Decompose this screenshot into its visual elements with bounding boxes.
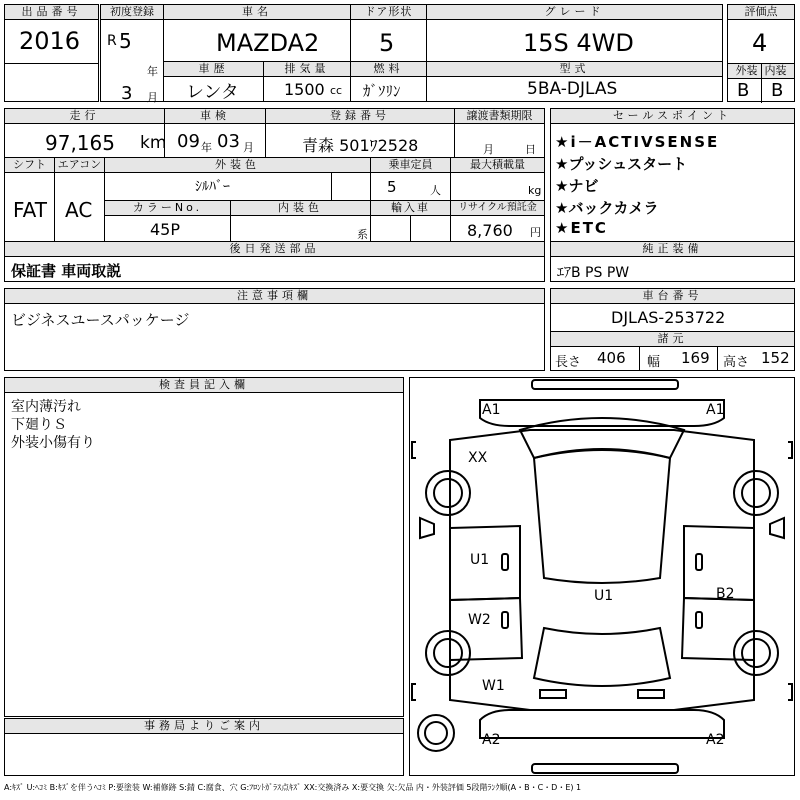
capacity-label: 乗車定員 (371, 158, 451, 173)
fuel-box (350, 61, 427, 102)
equip-label: 純正装備 (551, 242, 794, 257)
mark-rear-left: A2 (482, 732, 501, 748)
sales-point: ★バックカメラ (555, 199, 659, 217)
sales-point: ★i－ACTIVSENSE (555, 133, 720, 151)
int-color-label: 内装色 (231, 201, 371, 216)
inspection-year-unit: 年 (201, 141, 212, 154)
mark-right-rear: B2 (716, 586, 735, 602)
docs-label: 後日発送部品 (5, 242, 544, 257)
inspector-line: 室内薄汚れ (11, 399, 81, 415)
capacity-unit: 人 (430, 184, 441, 197)
car-name: MAZDA2 (216, 29, 320, 57)
length-label: 長さ (555, 355, 582, 370)
mileage-label: 走行 (5, 109, 164, 124)
recycle-label: リサイクル預託金 (451, 201, 544, 216)
displacement-value: 1500 (284, 80, 325, 99)
chassis-value: DJLAS-253722 (611, 308, 726, 327)
inspection-label: 車検 (165, 109, 265, 124)
door-value: 5 (379, 29, 395, 57)
ac-label: エアコン (55, 158, 105, 173)
docs-box (4, 241, 545, 282)
shift-value: FAT (13, 198, 48, 222)
exterior-score: B (737, 80, 750, 101)
spec-block (4, 157, 545, 242)
displacement-unit: cc (330, 84, 343, 97)
first-registration-box (100, 4, 164, 102)
mark-front-right: A1 (706, 402, 725, 418)
transfer-box (454, 108, 545, 158)
door-label: ドア形状 (351, 5, 426, 20)
history-box (163, 61, 264, 102)
first-reg-label: 初度登録 (101, 5, 163, 20)
interior-label: 内装 (764, 64, 787, 77)
inspector-line: 外装小傷有り (11, 435, 95, 451)
lot-label: 出品番号 (5, 5, 98, 20)
inspection-month-unit: 月 (243, 141, 254, 154)
model-label: 型式 (427, 62, 722, 77)
inspection-year: 09 (177, 131, 200, 152)
width-value: 169 (681, 349, 710, 367)
mileage-value: 97,165 (45, 131, 115, 155)
mileage-unit: km (140, 133, 167, 153)
transfer-month-unit: 月 (483, 143, 494, 156)
car-name-box (163, 4, 351, 62)
ac-value: AC (65, 198, 93, 222)
history-label: 車歴 (164, 62, 263, 77)
month-unit: 月 (147, 91, 158, 104)
score-box (727, 4, 795, 102)
mileage-box (4, 108, 165, 158)
int-color-unit: 系 (357, 228, 368, 241)
exterior-label: 外装 (735, 64, 758, 77)
inspector-label: 検査員記入欄 (5, 378, 403, 393)
score-value: 4 (752, 29, 768, 57)
displacement-label: 排気量 (264, 62, 350, 77)
load-label: 最大積載量 (451, 158, 544, 173)
ext-color-value: ｼﾙﾊﾞｰ (195, 179, 230, 195)
fuel-label: 燃料 (351, 62, 426, 77)
plate-box (265, 108, 455, 158)
recycle-value: 8,760 (467, 221, 513, 240)
plate-value: 青森 501ﾜ2528 (302, 136, 419, 155)
sales-point: ★プッシュスタート (555, 155, 688, 173)
height-label: 高さ (723, 355, 750, 370)
color-no-label: カラーNo. (105, 201, 231, 216)
sales-point: ★ナビ (555, 177, 599, 195)
grade-box (426, 4, 723, 62)
mark-left-rear-door: W2 (468, 612, 491, 628)
chassis-box (550, 288, 795, 371)
load-unit: kg (528, 184, 542, 197)
plate-label: 登録番号 (266, 109, 454, 124)
mark-rear-right: A2 (706, 732, 725, 748)
color-no-value: 45P (150, 220, 181, 239)
mark-left-front-door: U1 (470, 552, 490, 568)
era: R (107, 33, 117, 49)
inspector-box (4, 377, 404, 717)
mark-left-rear-fender: W1 (482, 678, 505, 694)
chassis-label: 車台番号 (551, 289, 794, 304)
lot-number: 2016 (19, 27, 81, 55)
grade-label: グレード (427, 5, 722, 20)
notes-label: 注意事項欄 (5, 289, 544, 304)
mark-roof: U1 (594, 588, 614, 604)
mark-front-left: A1 (482, 402, 501, 418)
ext-color-label: 外装色 (105, 158, 371, 173)
history-value: レンタ (186, 82, 239, 103)
notes-box (4, 288, 545, 371)
recycle-unit: 円 (530, 226, 541, 239)
sales-points-box (550, 108, 795, 242)
office-box (4, 718, 404, 776)
docs-value: 保証書 車両取説 (11, 262, 122, 280)
displacement-box (263, 61, 351, 102)
model-value: 5BA-DJLAS (527, 79, 618, 99)
dims-label: 諸元 (551, 331, 794, 347)
capacity-value: 5 (387, 178, 397, 196)
year-unit: 年 (147, 65, 158, 78)
score-label: 評価点 (728, 5, 794, 20)
inspection-box (164, 108, 266, 158)
inspector-line: 下廻りＳ (11, 417, 67, 433)
first-reg-month: 3 (121, 83, 133, 104)
equip-value: ｴｱB PS PW (557, 265, 630, 281)
car-outline-svg (410, 378, 794, 775)
import-label: 輸入車 (371, 201, 451, 216)
inspection-month: 03 (217, 131, 240, 152)
height-value: 152 (761, 349, 790, 367)
car-name-label: 車名 (164, 5, 350, 20)
transfer-day-unit: 日 (525, 143, 536, 156)
shift-label: シフト (5, 158, 55, 173)
office-label: 事務局よりご案内 (5, 719, 403, 734)
fuel-value: ｶﾞｿﾘﾝ (363, 82, 401, 100)
width-label: 幅 (647, 355, 661, 370)
interior-score: B (771, 80, 784, 101)
door-box (350, 4, 427, 62)
model-box (426, 61, 723, 102)
transfer-label: 譲渡書類期限 (455, 109, 544, 124)
length-value: 406 (597, 349, 626, 367)
equip-box (550, 241, 795, 282)
footer-legend: A:ｷｽﾞ U:ﾍｺﾐ B:ｷｽﾞを伴うﾍｺﾐ P:要塗装 W:補修跡 S:錆 C:腐食、穴 G:ﾌﾛﾝﾄｶﾞﾗｽ点ｷｽﾞ XX:交換済み X:要交換 欠:欠品 内・外装評価 5段階ﾗﾝｸ順(A・B・C・D・E) 1 (4, 783, 582, 792)
car-diagram (409, 377, 795, 776)
sales-label: セールスポイント (551, 109, 794, 124)
notes-value: ビジネスユースパッケージ (11, 311, 190, 329)
era-year: 5 (119, 29, 132, 53)
grade-value: 15S 4WD (523, 29, 634, 57)
sales-point: ★ETC (555, 219, 608, 237)
lot-box (4, 4, 99, 102)
mark-front-fender: XX (468, 450, 488, 466)
